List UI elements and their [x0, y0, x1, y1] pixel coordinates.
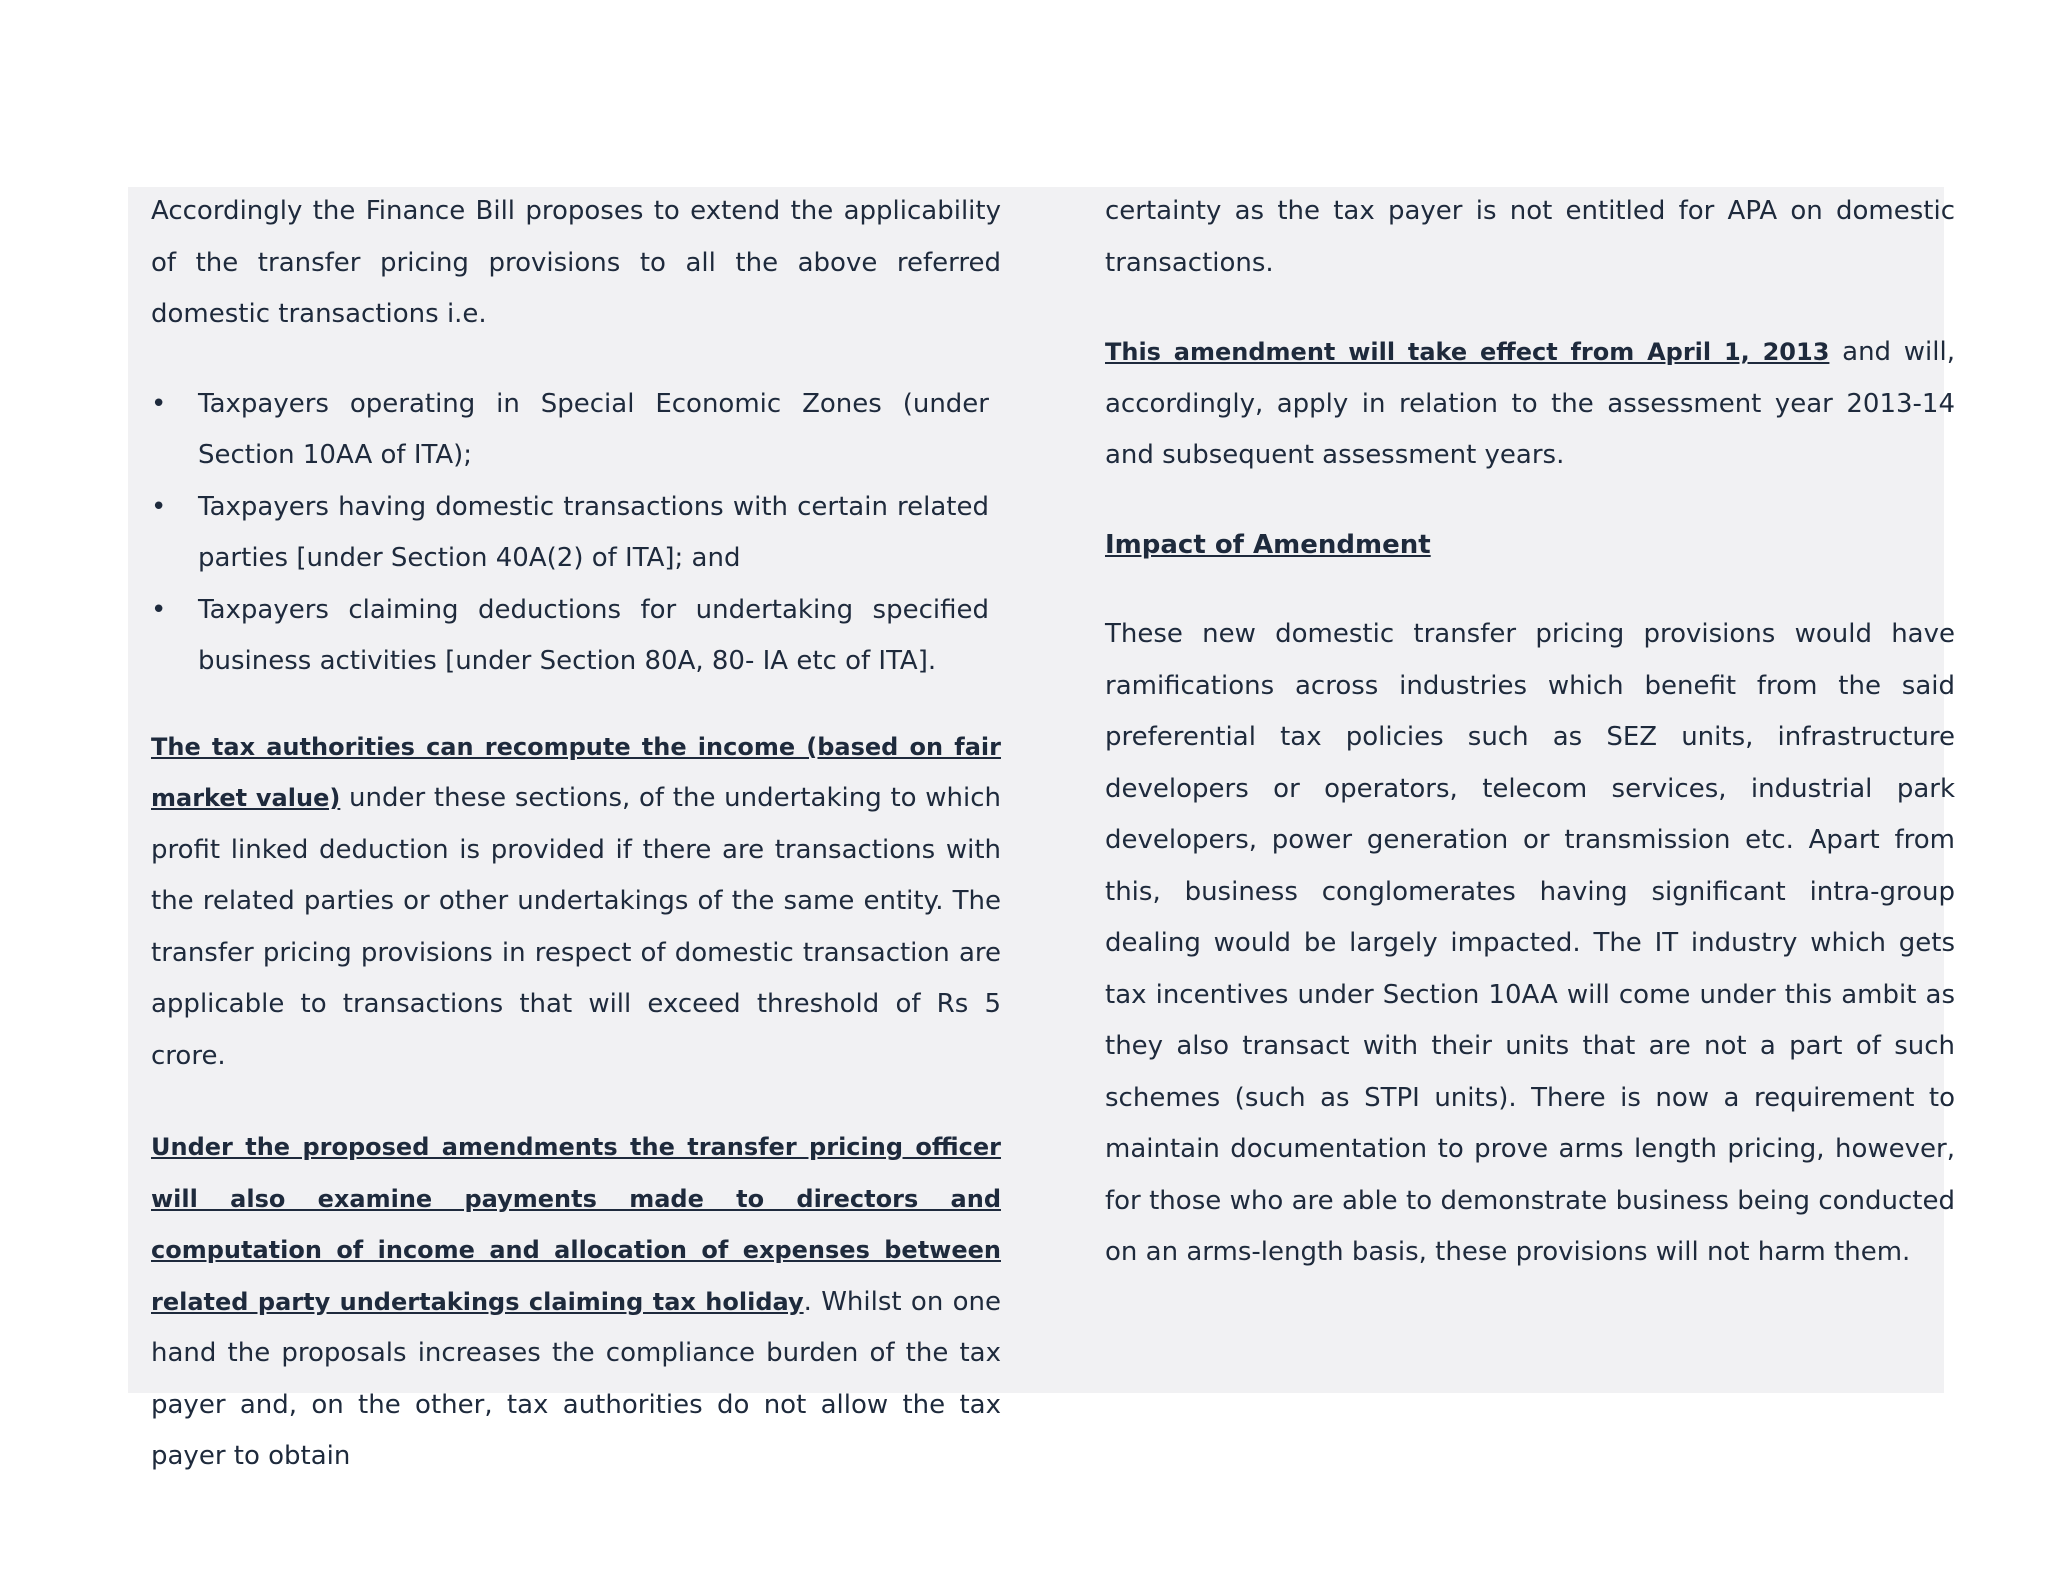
recompute-paragraph [151, 722, 1001, 1083]
effective-date-text: and will, accordingly, apply in relation to the assessment year 2013-14 and subsequent assessment years. [1105, 337, 1955, 470]
right-column [1105, 186, 1955, 1279]
amendments-paragraph [151, 1122, 1001, 1483]
left-column [151, 186, 1001, 1483]
bullet-list [151, 379, 1001, 688]
amendments-text: . Whilst on one hand the proposals increases the compliance burden of the tax payer and, on the other, tax authorities do not allow the tax payer to obtain [151, 1286, 1002, 1471]
recompute-emphasis: The tax authorities can recompute the income (based on fair market value) [151, 732, 1001, 812]
bullet-item-deductions: • Taxpayers claiming deductions for undertaking specified business activities [under Section 80A, 80- IA etc of ITA]. [151, 585, 1001, 688]
bullet-item-related-parties: • Taxpayers having domestic transactions with certain related parties [under Section 40A(2) of ITA]; and [151, 482, 1001, 585]
recompute-text: under these sections, of the undertaking to which profit linked deduction is provided if there are transactions with the related parties or other undertakings of the same entity. The transfer pricing provisions in respect of domestic transaction are applicable to transactions that will exceed threshold of Rs 5 crore. [151, 783, 1002, 1071]
impact-paragraph: These new domestic transfer pricing provisions would have ramifications across industries which benefit from the said preferential tax policies such as SEZ units, infrastructure developers or operators, telecom services, industrial park developers, power generation or transmission etc. Apart from this, business conglomerates having significant intra-group dealing would be largely impacted. The IT industry which gets tax incentives under Section 10AA will come under this ambit as they also transact with their units that are not a part of such schemes (such as STPI units). There is now a requirement to maintain documentation to prove arms length pricing, however, for those who are able to demonstrate business being conducted on an arms-length basis, these provisions will not harm them. [1105, 619, 1955, 1267]
effective-date-paragraph [1105, 327, 1955, 482]
effective-date-emphasis: This amendment will take effect from April 1, 2013 [1105, 338, 1830, 366]
bullet-item-sez: • Taxpayers operating in Special Economic Zones (under Section 10AA of ITA); [151, 379, 1001, 482]
impact-heading: Impact of Amendment [1105, 529, 1431, 560]
intro-paragraph: Accordingly the Finance Bill proposes to extend the applicability of the transfer pricing provisions to all the above referred domestic transactions i.e. [151, 196, 1001, 329]
amendments-emphasis: Under the proposed amendments the transfer pricing officer will also examine payments made to directors and computation of income and allocation of expenses between related party undertakings claiming tax holiday [151, 1133, 1001, 1316]
apa-paragraph: certainty as the tax payer is not entitled for APA on domestic transactions. [1105, 196, 1955, 278]
